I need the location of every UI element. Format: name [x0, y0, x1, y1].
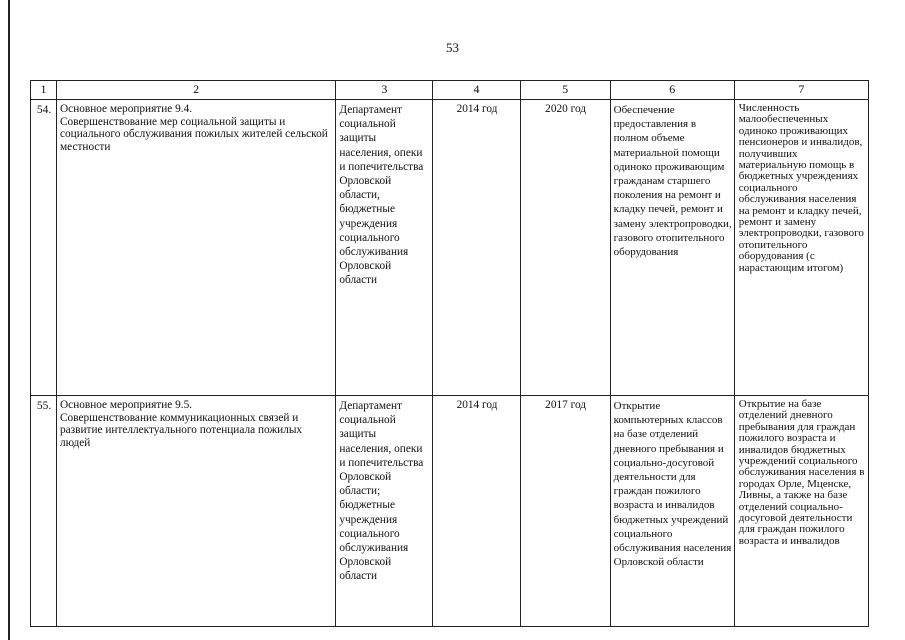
indicator-cell: Открытие на базе отделений дневного пребывания для граждан пожилого возраста и инвалидов бюджетных учреждений социального обслуживания населения в городах Орле, Мценске, Ливны, а также на базе отделений социально-досуговой деятельности для граждан пожилого возраста и инвалидов: [734, 396, 868, 627]
start-year-cell: 2014 год: [433, 396, 520, 627]
column-header-3: 3: [336, 81, 433, 100]
expected-result-cell: Обеспечение предоставления в полном объеме материальной помощи одиноко проживающим гражданам старшего поколения на ремонт и кладку печей, ремонт и замену электропроводки, газового отопительного оборудования: [610, 100, 734, 396]
indicator-cell: Численность малообеспеченных одиноко проживающих пенсионеров и инвалидов, получивших материальную помощь в бюджетных учреждениях социального обслуживания населения на ремонт и кладку печей, ремонт и замену электропроводки, газового отопительного оборудования (с нарастающим итогом): [734, 100, 868, 396]
measure-title: Основное мероприятие 9.5.: [60, 399, 193, 411]
column-header-1: 1: [31, 81, 57, 100]
measure-description: Совершенствование мер социальной защиты и социального обслуживания пожилых жителей сельской местности: [60, 115, 328, 153]
table-header-row: [31, 81, 869, 100]
end-year-cell: 2020 год: [520, 100, 610, 396]
measure-cell: [57, 100, 336, 396]
program-measures-table: [30, 80, 869, 627]
column-header-6: 6: [610, 81, 734, 100]
column-header-7: 7: [734, 81, 868, 100]
executor-cell: Департамент социальной защиты населения, опеки и попечительства Орловской области; бюджетные учреждения социального обслуживания Орловской области: [336, 396, 433, 627]
row-number: 54.: [31, 100, 57, 396]
measure-description: Совершенствование коммуникационных связей и развитие интеллектуального потенциала пожилых людей: [60, 411, 303, 449]
executor-cell: Департамент социальной защиты населения, опеки и попечительства Орловской области, бюджетные учреждения социального обслуживания Орловской области: [336, 100, 433, 396]
row-number: 55.: [31, 396, 57, 627]
measure-cell: [57, 396, 336, 627]
table-row: [31, 100, 869, 396]
table-row: [31, 396, 869, 627]
expected-result-cell: Открытие компьютерных классов на базе отделений дневного пребывания и социально-досуговой деятельности для граждан пожилого возраста и инвалидов бюджетных учреждений социального обслуживания населения Орловской области: [610, 396, 734, 627]
column-header-4: 4: [433, 81, 520, 100]
start-year-cell: 2014 год: [433, 100, 520, 396]
column-header-2: 2: [57, 81, 336, 100]
page-number: 53: [446, 40, 459, 55]
measure-title: Основное мероприятие 9.4.: [60, 103, 193, 115]
page-edge-rule: [8, 0, 10, 640]
end-year-cell: 2017 год: [520, 396, 610, 627]
column-header-5: 5: [520, 81, 610, 100]
